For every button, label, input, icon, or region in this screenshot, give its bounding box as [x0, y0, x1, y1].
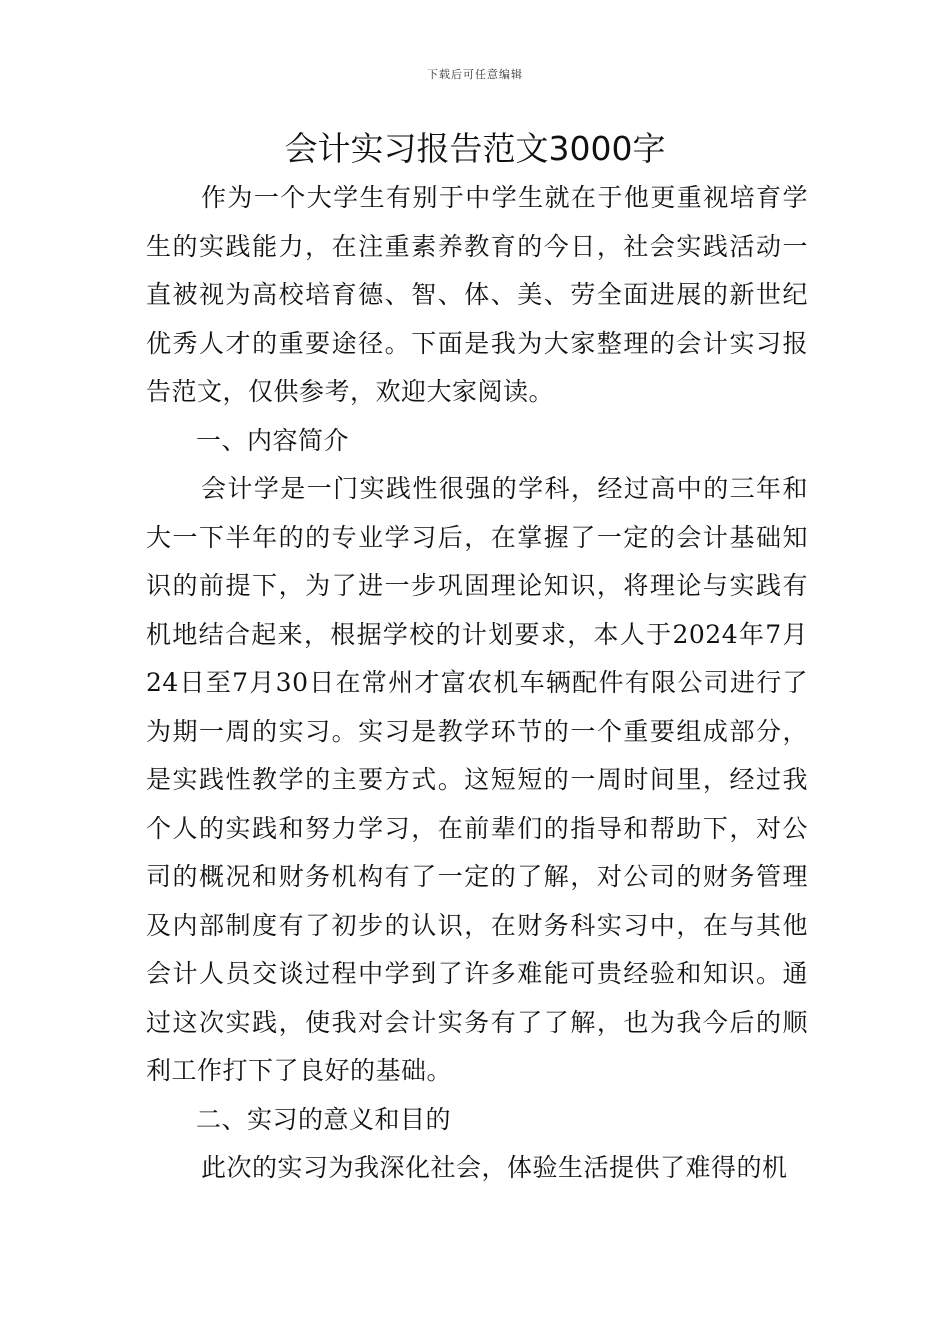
content-summary-paragraph: 会计学是一门实践性很强的学科，经过高中的三年和大一下半年的的专业学习后，在掌握了一定的会计基础知识的前提下，为了进一步巩固理论知识，将理论与实践有机地结合起来，根据学校的计划要求，本人于2024年7月24日至7月30日在常州才富农机车辆配件有限公司进行了为期一周的实习。实习是教学环节的一个重要组成部分，是实践性教学的主要方式。这短短的一周时间里，经过我个人的实践和努力学习，在前辈们的指导和帮助下，对公司的概况和财务机构有了一定的了解，对公司的财务管理及内部制度有了初步的认识，在财务科实习中，在与其他会计人员交谈过程中学到了许多难能可贵经验和知识。通过这次实践，使我对会计实务有了了解，也为我今后的顺利工作打下了良好的基础。: [146, 474, 808, 1085]
header-note: 下载后可任意编辑: [427, 68, 523, 81]
intro-paragraph: 作为一个大学生有别于中学生就在于他更重视培育学生的实践能力，在注重素养教育的今日，社会实践活动一直被视为高校培育德、智、体、美、劳全面进展的新世纪优秀人才的重要途径。下面是我为大家整理的会计实习报告范文，仅供参考，欢迎大家阅读。: [146, 183, 808, 406]
document-body: [146, 174, 808, 1193]
section-heading-purpose: 二、实习的意义和目的: [196, 1104, 452, 1134]
document-title: 会计实习报告范文3000字: [284, 129, 666, 168]
section-heading-content-summary: 一、内容简介: [196, 425, 350, 455]
purpose-paragraph: 此次的实习为我深化社会，体验生活提供了难得的机: [201, 1153, 788, 1182]
